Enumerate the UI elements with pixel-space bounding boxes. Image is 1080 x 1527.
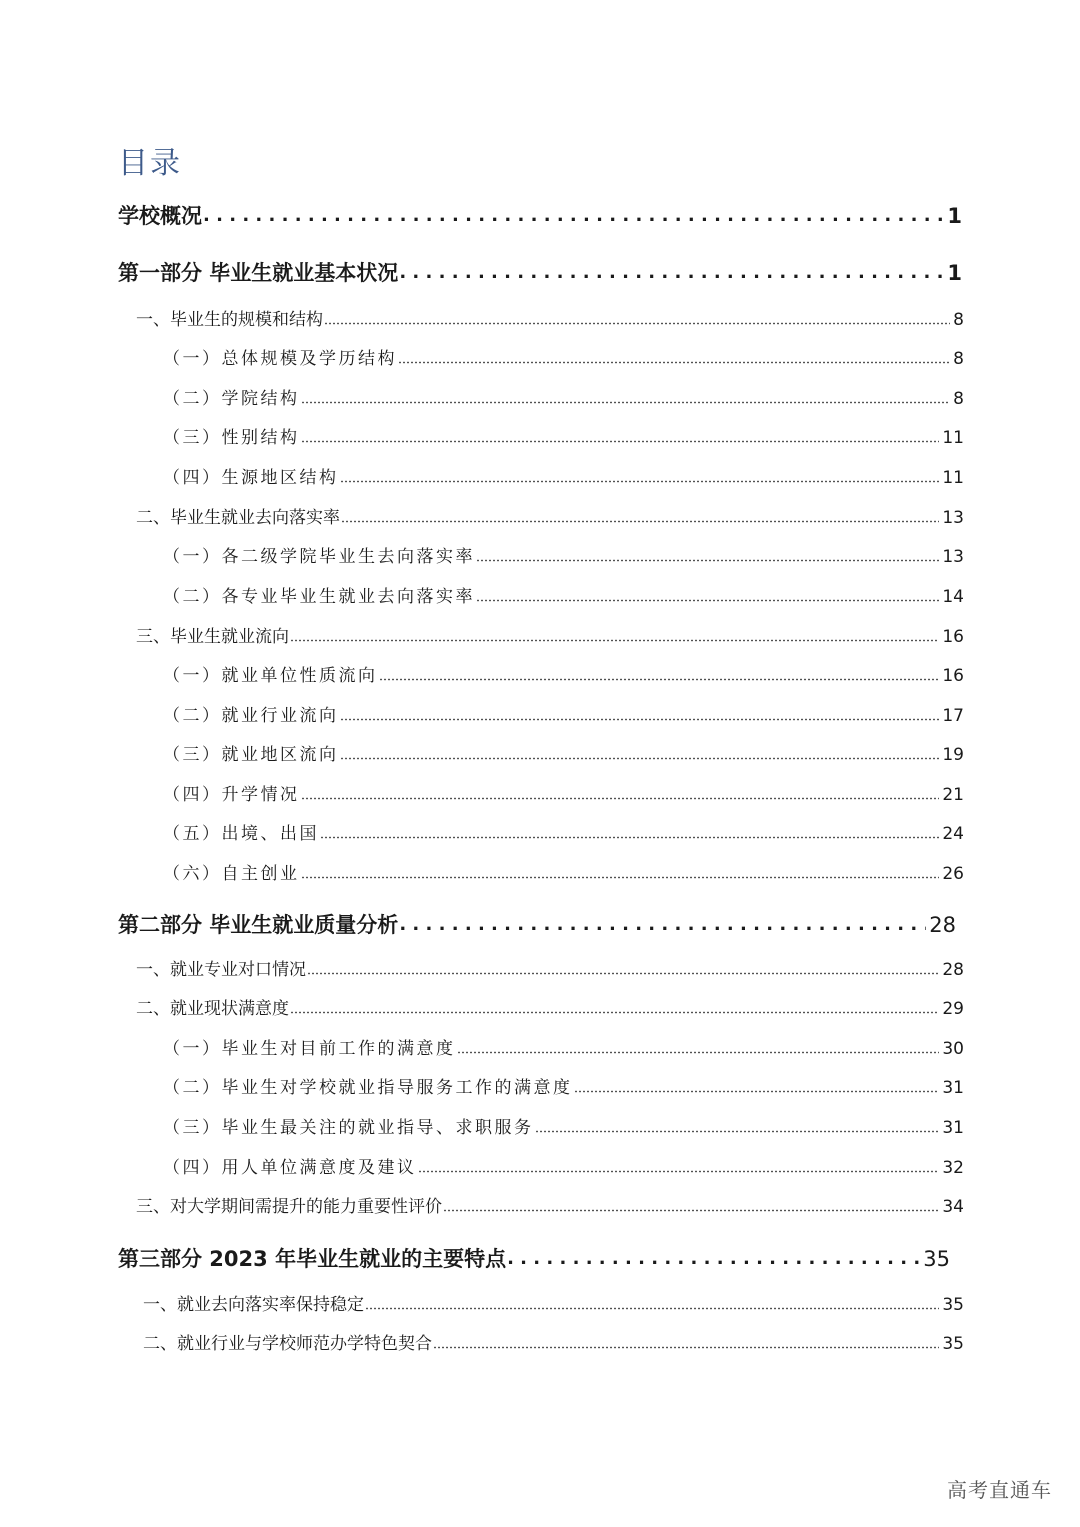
toc-entry-page: 16	[942, 627, 964, 647]
toc-dot-leader	[535, 1113, 940, 1137]
toc-entry-page: 31	[942, 1118, 964, 1138]
toc-entry-label: 一、就业去向落实率保持稳定	[143, 1295, 364, 1315]
toc-entry-subsection[interactable]	[163, 701, 964, 725]
toc-dot-leader	[476, 582, 939, 606]
toc-entry-label: 二、毕业生就业去向落实率	[136, 508, 340, 528]
toc-entry-page: 11	[942, 428, 964, 448]
toc-entry-subsection[interactable]	[163, 819, 964, 843]
toc-entry-label: （三）性别结构	[163, 428, 300, 448]
toc-dot-leader	[301, 384, 951, 408]
toc-dot-leader	[301, 780, 940, 804]
toc-entry-section[interactable]	[136, 1192, 964, 1216]
toc-entry-label: （一）各二级学院毕业生去向落实率	[163, 547, 475, 567]
toc-entry-part-one[interactable]	[118, 257, 962, 287]
toc-entry-label: （四）用人单位满意度及建议	[163, 1158, 417, 1178]
toc-entry-subsection[interactable]	[163, 344, 964, 368]
toc-dot-leader	[399, 257, 944, 287]
toc-dot-leader	[418, 1153, 940, 1177]
toc-entry-page: 32	[942, 1158, 964, 1178]
toc-dot-leader	[433, 1329, 939, 1353]
toc-entry-page: 30	[942, 1039, 964, 1059]
toc-entry-subsection[interactable]	[163, 740, 964, 764]
toc-entry-subsection[interactable]	[163, 780, 964, 804]
toc-entry-page: 35	[923, 1247, 950, 1271]
toc-entry-label: （二）各专业毕业生就业去向落实率	[163, 587, 475, 607]
toc-dot-leader	[301, 423, 940, 447]
toc-entry-page: 8	[953, 310, 964, 330]
toc-entry-subsection[interactable]	[163, 582, 964, 606]
toc-entry-page: 1	[947, 261, 962, 285]
toc-entry-label: 第一部分 毕业生就业基本状况	[118, 261, 399, 285]
toc-entry-page: 1	[947, 204, 962, 228]
toc-dot-leader	[340, 463, 940, 487]
toc-dot-leader	[340, 701, 940, 725]
toc-entry-label: （二）学院结构	[163, 389, 300, 409]
toc-entry-section[interactable]	[136, 622, 964, 646]
toc-entry-label: 二、就业现状满意度	[136, 999, 289, 1019]
toc-entry-label: （二）毕业生对学校就业指导服务工作的满意度	[163, 1078, 573, 1098]
toc-dot-leader	[290, 994, 939, 1018]
toc-dot-leader	[507, 1243, 920, 1273]
toc-entry-section[interactable]	[136, 503, 964, 527]
toc-entry-page: 26	[942, 864, 964, 884]
toc-dot-leader	[365, 1290, 939, 1314]
toc-entry-label: 一、就业专业对口情况	[136, 960, 306, 980]
toc-entry-section[interactable]	[136, 994, 964, 1018]
toc-entry-label: 一、毕业生的规模和结构	[136, 310, 323, 330]
toc-entry-page: 34	[942, 1197, 964, 1217]
toc-entry-subsection[interactable]	[163, 463, 964, 487]
toc-entry-label: （四）生源地区结构	[163, 468, 339, 488]
toc-entry-label: （六）自主创业	[163, 864, 300, 884]
toc-entry-page: 29	[942, 999, 964, 1019]
toc-entry-label: （三）就业地区流向	[163, 745, 339, 765]
toc-heading: 目录	[118, 146, 182, 181]
toc-entry-page: 8	[953, 349, 964, 369]
toc-entry-school-overview[interactable]	[118, 200, 962, 230]
toc-entry-label: 三、毕业生就业流向	[136, 627, 289, 647]
toc-entry-section[interactable]	[136, 955, 964, 979]
toc-entry-page: 14	[942, 587, 964, 607]
toc-dot-leader	[307, 955, 939, 979]
toc-entry-label: （四）升学情况	[163, 785, 300, 805]
toc-entry-label: （一）就业单位性质流向	[163, 666, 378, 686]
toc-dot-leader	[203, 200, 944, 230]
toc-entry-label: 第二部分 毕业生就业质量分析	[118, 913, 399, 937]
toc-entry-page: 8	[953, 389, 964, 409]
toc-entry-label: 学校概况	[118, 204, 202, 228]
toc-dot-leader	[398, 344, 950, 368]
toc-entry-label: （五）出境、出国	[163, 824, 319, 844]
toc-entry-label: （一）总体规模及学历结构	[163, 349, 397, 369]
toc-entry-page: 13	[942, 508, 964, 528]
toc-entry-label: 第三部分 2023 年毕业生就业的主要特点	[118, 1247, 507, 1271]
toc-entry-page: 35	[942, 1334, 964, 1354]
toc-entry-subsection[interactable]	[163, 661, 964, 685]
toc-entry-page: 11	[942, 468, 964, 488]
toc-entry-section[interactable]	[143, 1329, 964, 1353]
toc-entry-subsection[interactable]	[163, 423, 964, 447]
toc-dot-leader	[379, 661, 940, 685]
toc-entry-page: 28	[929, 913, 956, 937]
toc-entry-subsection[interactable]	[163, 384, 964, 408]
toc-entry-page: 24	[942, 824, 964, 844]
toc-entry-page: 16	[942, 666, 964, 686]
toc-dot-leader	[290, 622, 939, 646]
toc-entry-label: （一）毕业生对目前工作的满意度	[163, 1039, 456, 1059]
toc-entry-subsection[interactable]	[163, 1113, 964, 1137]
toc-entry-page: 13	[942, 547, 964, 567]
toc-entry-part-two[interactable]	[118, 909, 956, 939]
toc-entry-label: （二）就业行业流向	[163, 706, 339, 726]
watermark: 高考直通车	[947, 1478, 1052, 1502]
toc-dot-leader	[340, 740, 940, 764]
toc-entry-page: 21	[942, 785, 964, 805]
toc-entry-subsection[interactable]	[163, 1153, 964, 1177]
toc-dot-leader	[301, 859, 940, 883]
toc-entry-page: 35	[942, 1295, 964, 1315]
toc-dot-leader	[457, 1034, 940, 1058]
toc-entry-page: 28	[942, 960, 964, 980]
toc-dot-leader	[320, 819, 939, 843]
toc-entry-subsection[interactable]	[163, 542, 964, 566]
toc-dot-leader	[476, 542, 939, 566]
toc-entry-subsection[interactable]	[163, 859, 964, 883]
toc-entry-page: 31	[942, 1078, 964, 1098]
toc-entry-part-three[interactable]	[118, 1243, 950, 1273]
toc-dot-leader	[574, 1073, 940, 1097]
toc-entry-subsection[interactable]	[163, 1073, 964, 1097]
toc-dot-leader	[341, 503, 939, 527]
toc-entry-page: 17	[942, 706, 964, 726]
toc-entry-section[interactable]	[136, 305, 964, 329]
toc-dot-leader	[399, 909, 926, 939]
toc-entry-subsection[interactable]	[163, 1034, 964, 1058]
toc-entry-label: 三、对大学期间需提升的能力重要性评价	[136, 1197, 442, 1217]
toc-entry-section[interactable]	[143, 1290, 964, 1314]
toc-entry-label: 二、就业行业与学校师范办学特色契合	[143, 1334, 432, 1354]
toc-entry-label: （三）毕业生最关注的就业指导、求职服务	[163, 1118, 534, 1138]
toc-dot-leader	[443, 1192, 939, 1216]
toc-entry-page: 19	[942, 745, 964, 765]
toc-dot-leader	[324, 305, 950, 329]
